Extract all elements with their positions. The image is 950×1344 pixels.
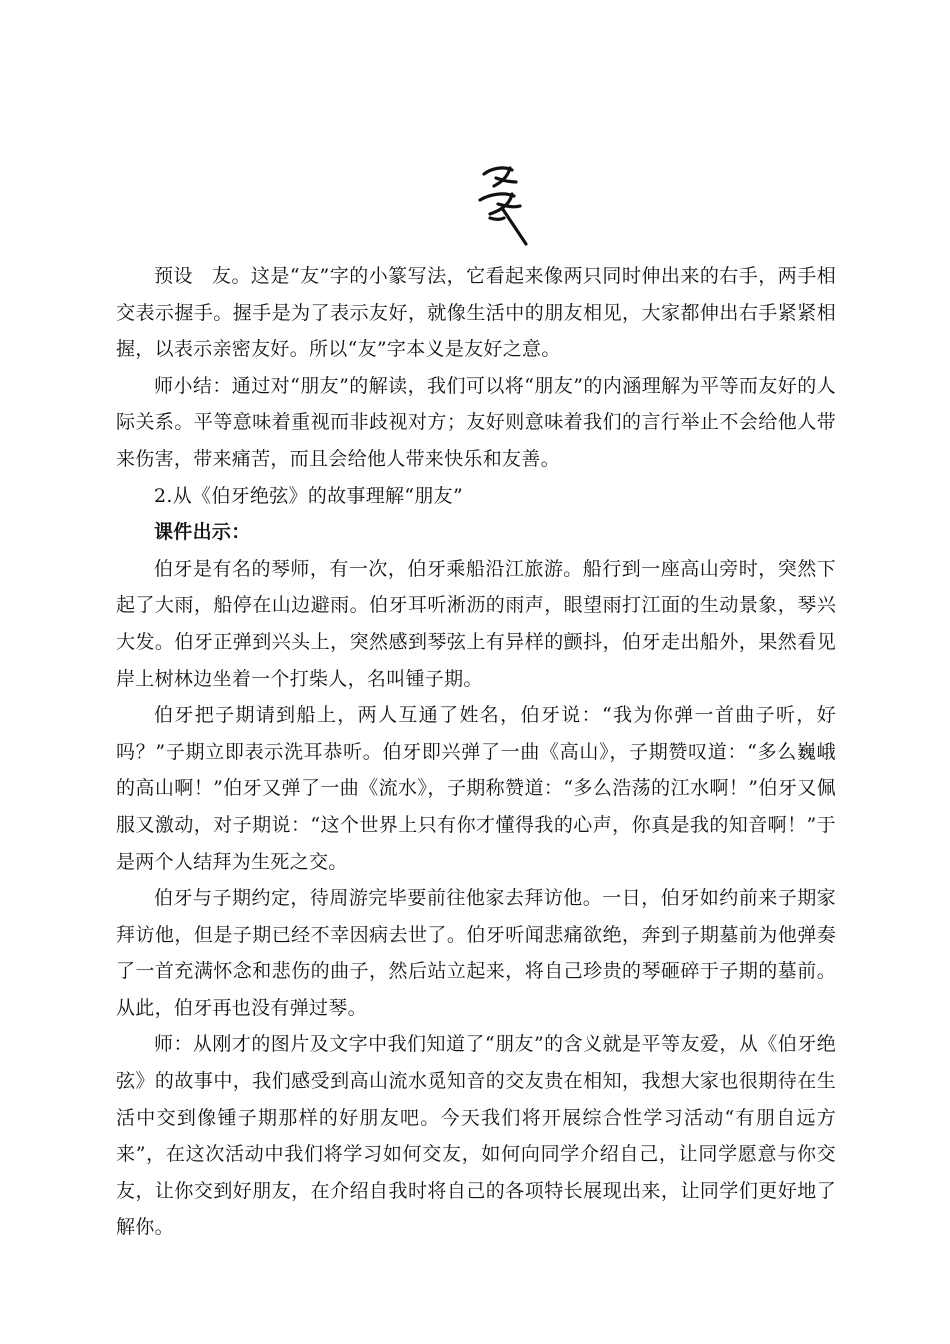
story-paragraph-2: 伯牙把子期请到船上，两人互通了姓名，伯牙说：“我为你弹一首曲子听，好吗？”子期立即表示洗耳恭听。伯牙即兴弹了一曲《高山》，子期赞叹道：“多么巍峨的高山啊！”伯牙又弹了一曲《流水》，子期称赞道：“多么浩荡的江水啊！”伯牙又佩服又激动，对子期说：“这个世界上只有你才懂得我的心声，你真是我的知音啊！”于是两个人结拜为生死之交。 — [116, 704, 836, 873]
courseware-label: 课件出示： — [154, 521, 251, 544]
document-body — [116, 258, 836, 1246]
story-paragraph-1: 伯牙是有名的琴师，有一次，伯牙乘船沿江旅游。船行到一座高山旁时，突然下起了大雨，船停在山边避雨。伯牙耳听淅沥的雨声，眼望雨打江面的生动景象，琴兴大发。伯牙正弹到兴头上，突然感到琴弦上有异样的颤抖，伯牙走出船外，果然看见岸上树林边坐着一个打柴人，名叫锺子期。 — [116, 557, 836, 690]
teacher-paragraph: 师：从刚才的图片及文字中我们知道了“朋友”的含义就是平等友爱，从《伯牙绝弦》的故事中，我们感受到高山流水觅知音的交友贵在相知，我想大家也很期待在生活中交到像锺子期那样的好朋友吧。今天我们将开展综合性学习活动“有朋自远方来”，在这次活动中我们将学习如何交友，如何向同学介绍自己，让同学愿意与你交友，让你交到好朋友，在介绍自我时将自己的各项特长展现出来，让同学们更好地了解你。 — [116, 1033, 836, 1239]
seal-script-you-character-icon — [470, 158, 540, 248]
preset-paragraph — [116, 258, 836, 368]
story-paragraph-3: 伯牙与子期约定，待周游完毕要前往他家去拜访他。一日，伯牙如约前来子期家拜访他，但是子期已经不幸因病去世了。伯牙听闻悲痛欲绝，奔到子期墓前为他弹奏了一首充满怀念和悲伤的曲子，然后站立起来，将自己珍贵的琴砸碎于子期的墓前。从此，伯牙再也没有弹过琴。 — [116, 887, 836, 1019]
preset-label: 预设 — [154, 265, 193, 287]
section-heading: 2.从《伯牙绝弦》的故事理解“朋友” — [154, 484, 463, 507]
summary-paragraph: 师小结：通过对“朋友”的解读，我们可以将“朋友”的内涵理解为平等而友好的人际关系。平等意味着重视而非歧视对方；友好则意味着我们的言行举止不会给他人带来伤害，带来痛苦，而且会给他人带来快乐和友善。 — [116, 374, 836, 470]
preset-text: 友。这是“友”字的小篆写法，它看起来像两只同时伸出来的右手，两手相交表示握手。握手是为了表示友好，就像生活中的朋友相见，大家都伸出右手紧紧相握，以表示亲密友好。所以“友”字本义是友好之意。 — [116, 265, 836, 361]
